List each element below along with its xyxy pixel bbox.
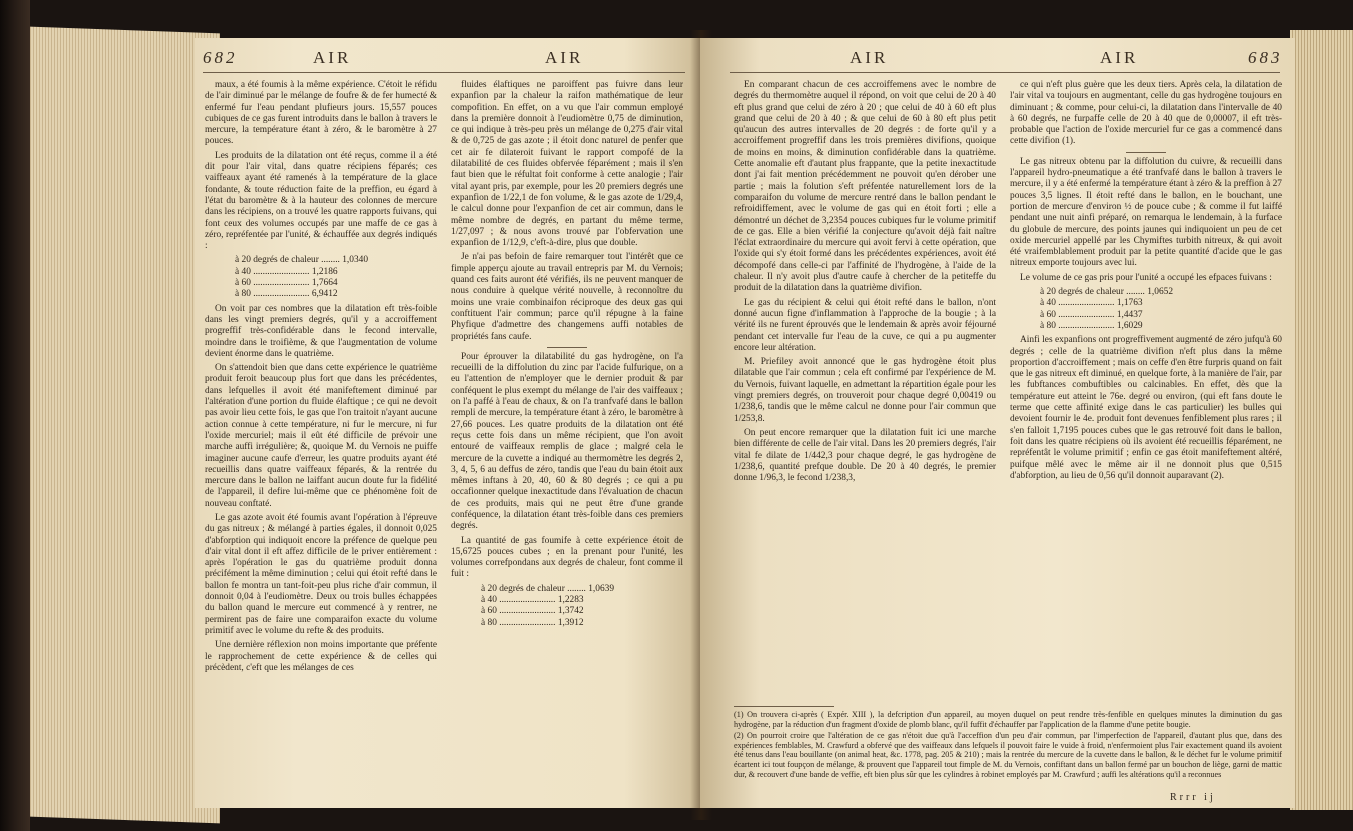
right-column-1 [734, 80, 996, 487]
left-column-1 [205, 80, 437, 677]
paragraph: Pour éprouver la dilatabilité du gas hydrogène, on l'a recueilli de la diffolution du zinc par l'acide fulfurique, on a eu l'attention de n'employer que le dernier produit & par conféquent le plus exempt du mélange de l'air des vaiffeaux ; on l'a paffé à l'eau de chaux, & on l'a tranfvafé dans le ballon rempli de mercure, la température étant à zéro, le baromètre à 27,66 pouces. Les quatre produits de la dilatation ont été reçus cette fois dans un même récipient, que l'on avoit entouré de vaiffeaux remplis de glace ; malgré cela le mercure de la cuvette a indiqué au thermomètre les degrés 2, 3, 4, 5, 6 au deffus de zéro, tandis que l'eau du bain étoit aux mêmes inftans à 20, 40, 60 & 80 degrés ; ce qui a pu occafionner quelque inexactitude dans l'évaluation de chacun de ces produits, mais qui ne peut être d'une grande conféquence, la dilatation étant très-foible dans ces premiers degrés. [451, 351, 683, 532]
table-row: à 20 degrés de chaleur ........ 1,0652 [1040, 287, 1174, 298]
paragraph: maux, a été foumis à la même expérience. C'étoit le réfidu de l'air diminué par le mélange de foufre & de fer humecté & enfermé fur l'eau pendant plufieurs jours. 15,557 pouces cubiques de ce gas furent introduits dans le ballon à travers le mercure, la température étant à zéro, & le baromètre à 27 pouces. [205, 80, 437, 147]
table-row: à 20 degrés de chaleur ........ 1,0639 [481, 583, 615, 594]
dilatation-table-azote [235, 255, 437, 300]
page-block-edges-left [30, 27, 220, 824]
right-column-2 [1010, 80, 1282, 485]
table-row: à 40 ........................ 1,1763 [1040, 298, 1143, 309]
footnotes [734, 710, 1282, 781]
dilatation-table-hydrogene [481, 584, 683, 629]
table-row: à 80 ........................ 6,9412 [235, 289, 338, 300]
paragraph: On peut encore remarquer que la dilatation fuit ici une marche bien différente de celle de l'air vital. Dans les 20 premiers degrés, l'air vital fe dilate de 1/442,3 pour chaque degré, le gas hydrogène de 1/238,6, quantité prefque double. De 20 à 40 degrés, le premier donne 1/96,3, le fecond 1/238,3, [734, 427, 996, 484]
table-row: à 60 ........................ 1,7664 [235, 278, 338, 289]
paragraph: Le gas nitreux obtenu par la diffolution du cuivre, & recueilli dans l'appareil hydro-pneumatique a été tranfvafé dans le ballon à travers le mercure, il y a été enfermé la température étant à zéro & la preffion à 27 pouces 3,5 lignes. Il étoit refté dans le ballon, en le bouchant, une portion de mercure d'environ ½ de pouce cube ; & comme il fut laiffé pendant une nuit ainfi préparé, on remarqua le lendemain, à la furface du globule de mercure, des points jaunes qui indiquoient un peu de cet oxide mercuriel appellé par les Chymiftes turbith nitreux, & qui avoit été vraifemblablement produit par la petite quantité d'acide que le gas nitreux emporte toujours avec lui. [1010, 156, 1282, 269]
left-header-right: AIR [545, 48, 584, 67]
paragraph: Le volume de ce gas pris pour l'unité a occupé les efpaces fuivans : [1020, 272, 1272, 283]
table-row: à 80 ........................ 1,6029 [1040, 320, 1143, 331]
table-row: à 60 ........................ 1,4437 [1040, 309, 1143, 320]
paragraph: En comparant chacun de ces accroiffemens avec le nombre de degrés du thermomètre auquel il répond, on voit que celui de 20 à 40 eft plus grand que celui de zéro à 20 ; que celui de 40 à 60 eft plus grand que celui de 20 à 40 ; & que celui de 60 à 80 eft plus petit qu'aucun des autres intervalles de 20 degrés : de forte qu'il y a accroiffement progreffif dans les trois premières divifions, quoique de moins en moins, & diminution confidérable dans la quatrième. Cette anomalie eft d'autant plus frappante, que la petite inexactitude dont j'ai fait mention précédemment ne pouvoit qu'en dérober une partie ; mais la folution s'eft préfentée naturellement lors de la comparaifon du volume de mercure rentré dans le ballon pendant le refroidiffement, avec le volume de gas qui en étoit forti ; elle a démontré un déchet de 3,2354 pouces cubiques fur le volume primitif de ce gas. Elle a bien vérifié la conjecture qu'avoit déjà fait naître l'éclat extraordinaire du mercure qui avoit fervi à cette opération, que l'oxide qui s'y étoit formé dans les précédentes expériences, avoit été décompofé dans celle-ci par l'affinité de l'hydrogène, à l'aide de la chaleur. Il n'y avoit plus d'autre caufe à chercher de la petiteffe du produit de la dilatation dans la quatrième divifion. [734, 80, 996, 294]
paragraph: ce qui n'eft plus guère que les deux tiers. Après cela, la dilatation de l'air vital va toujours en augmentant, celle du gas hydrogène toujours en diminuant ; & comme, pour celui-ci, la dilatation dans l'intervalle de 40 à 60 degrés, ne furpaffe celle de 20 à 40 que de 0,00007, il eft très-probable que l'action de l'oxide mercuriel fur ce gas a commencé dans cette divifion (1). [1010, 80, 1282, 147]
paragraph: On s'attendoit bien que dans cette expérience le quatrième produit feroit beaucoup plus fort que dans les précédentes, dans lefquelles il avoit été manifeftement diminué par l'altération d'une portion du fluide élaftique ; ce qui ne devoit pas avoir lieu cette fois, le gas que l'on traitoit n'ayant aucune action connue à cette température, ni fur le mercure, ni fur l'oxide mercuriel; mais il eût été difficile de prévoir une marche auffi irrégulière; &, quoique M. du Vernois ne puiffe imaginer aucune caufe d'erreur, les quatre produits ayant été recueillis dans quatre vaiffeaux féparés, & la rentrée du mercure dans le ballon ne laiffant aucun doute fur la fidélité de l'appareil, il defire lui-même que ce phénomène foit de nouveau conftaté. [205, 363, 437, 509]
header-rule [203, 72, 685, 73]
footnote-2: (2) On pourroit croire que l'altération de ce gas n'étoit due qu'à l'acceffion d'un peu d'air commun, par l'imperfection de l'appareil, d'autant plus que, dans des expériences femblables, M. Crawfurd a obfervé que des vaiffeaux dans lefquels il pouvoit faire le vuide à froid, n'enfermoient plus l'air exactement quand ils avoient été tenus dans l'eau bouillante (on animal heat, &c. 1778, pag. 205 & 210) ; mais la rentrée du mercure de la cuvette dans le ballon, & le déchet fur le volume primitif écartent ici tout foupçon de mélange, & prouvent que l'appareil tout fimple de M. du Vernois, confiftant dans un ballon fermé par un bouchon de liège, garni de mattic dur, & recouvert d'une bande de veffie, eft bien plus sûr que les cylindres à robinet employés par M. Crawfurd ; auffi les altérations qu'il a reconnues [734, 731, 1282, 779]
header-rule [730, 72, 1280, 73]
table-row: à 40 ........................ 1,2186 [235, 266, 338, 277]
dilatation-table-nitreux [1040, 287, 1282, 332]
signature-mark: Rrrr ij [1170, 792, 1216, 803]
right-page [700, 38, 1295, 808]
paragraph: Les produits de la dilatation ont été reçus, comme il a été dit pour l'air vital, dans quatre récipiens féparés; ces vaiffeaux ayant été ramenés à la température de la glace fondante, & toute réduction faite de la preffion, eu égard à l'état du baromètre & à la hauteur des colonnes de mercure dans les récipiens, on a trouvé les quatre rapports fuivans, qui font ceux des volumes occupés par une maffe de ce gas à zéro, repréfentée par l'unité, & échauffée aux degrés indiqués : [205, 150, 437, 252]
table-row: à 60 ........................ 1,3742 [481, 606, 584, 617]
paragraph: Le gas azote avoit été foumis avant l'opération à l'épreuve du gas nitreux ; & mélangé à parties égales, il donnoit 0,025 d'abforption qui indiquoit encore la préfence de quelque peu d'air vital dont il eft affez difficile de le priver entièrement : après l'opération le gas du quatrième produit donna précifément la même diminution ; celui qui étoit refté dans le ballon fe montra un tant-foit-peu plus riche d'air commun, il donnoit 0,04 à l'eudiomètre. Deux ou trois bulles échappées du ballon quand le mercure eut commencé à y rentrer, ne permirent pas de faire une comparaifon exacte du volume primitif avec le volume du refte & des produits. [205, 512, 437, 636]
paragraph: Le gas du récipient & celui qui étoit refté dans le ballon, n'ont donné aucun figne d'inflammation à l'approche de la bougie ; à la vérité ils ne furent éprouvés que le lendemain & après avoir féjourné pendant cet intervalle fur l'eau de la cuve, ce qui a pu augmenter encore leur altération. [734, 297, 996, 353]
footnote-1: (1) On trouvera ci-après ( Expér. XIII ), la defcription d'un appareil, au moyen duquel on peut rendre très-fenfible en quelques minutes la diminution du gas hydrogène, par la réduction d'un fragment d'oxide de plomb blanc, qu'il fuffit d'échauffer par l'application de la flamme d'une petite bougie. [734, 710, 1282, 729]
left-page-number: 682 [203, 48, 238, 67]
page-block-edges-right [1290, 30, 1353, 810]
right-header-left: AIR [850, 48, 889, 67]
right-header-right: AIR [1100, 48, 1139, 67]
footnote-rule [734, 706, 834, 707]
paragraph: Je n'ai pas befoin de faire remarquer tout l'intérêt que ce fimple apperçu ajoute au travail entrepris par M. du Vernois; quand ces faits auront été vérifiés, ils ne peuvent manquer de nous conduire à quelque vérité nouvelle, à reconnoître du moins une vraie combinaifon réciproque des deux gas qui conftituent l'air commun; parce qu'il répugne à la faine Phyfique d'admettre des changemens auffi notables de propriétés fans caufe. [451, 252, 683, 342]
paragraph: fluides élaftiques ne paroiffent pas fuivre dans leur expanfion par la chaleur la raifon mathématique de leur compofition. En effet, on a vu que l'air commun employé dans la première donnoit à l'eudiomètre 0,75 de diminution, ce qui indique à très-peu près un mélange de 0,275 d'air vital & de 0,725 de gas azote ; il étoit donc naturel de penfer que cet air fe dilateroit fuivant le rapport compofé de la dilatabilité de ces fluides obfervée féparément ; mais il s'en faut bien que le réfultat foit conforme à cette analogie ; l'air vital ayant pris, par exemple, pour les 20 premiers degrés une expanfion de 1/22,1 de fon volume, & le gas azote de 1/29,4, le calcul donne pour l'expanfion de cet air commun, dans le même nombre de degrés, en partant du même terme, 1/27,097 ; & nous avons trouvé par l'obfervation une expanfion de 1/12,9, c'eft-à-dire, plus que double. [451, 80, 683, 249]
paragraph: On voit par ces nombres que la dilatation eft très-foible dans les vingt premiers degrés, qu'il y a accroiffement progreffif très-confidérable dans le fecond intervalle, moindre dans le troifième, & que l'augmentation de volume devient énorme dans le quatrième. [205, 303, 437, 359]
table-row: à 80 ........................ 1,3912 [481, 617, 584, 628]
paragraph: Une dernière réflexion non moins importante que préfente le rapprochement de cette expérience & de celles qui précèdent, c'eft que les mélanges de ces [205, 640, 437, 673]
book-cover-edge [0, 0, 30, 831]
left-column-2 [451, 80, 683, 632]
section-separator [547, 347, 587, 348]
table-row: à 20 degrés de chaleur ........ 1,0340 [235, 255, 369, 266]
paragraph: Ainfi les expanfions ont progreffivement augmenté de zéro jufqu'à 60 degrés ; celle de la quatrième divifion n'eft plus dans la même proportion d'accroiffement ; mais on ceffe d'en être furpris quand on fait que le gas nitreux eft diminué, en quelque forte, à la manière de l'air, par les fubftances combuftibles ou calcinables. En effet, dès que la température eut atteint le 76e. degré ou environ, (qui eft fans doute le terme que cette affinité exige dans le cas particulier) les bulles qui devoient fournir le 4e. produit font devenues fenfiblement plus rares ; il s'en falloit 1,7195 pouces cubes que le gas retrouvé foit dans le ballon, foit dans les quatre récipiens où ils avoient été recueillis féparément, ne repréfentât le volume primitif ; enfin ce gas étoit manifeftement altéré, puifque mêlé avec le même air il ne donnoit plus que 0,515 d'abforption, au lieu de 0,56 qu'il donnoit auparavant (2). [1010, 335, 1282, 481]
table-row: à 40 ........................ 1,2283 [481, 595, 584, 606]
section-separator [1126, 152, 1166, 153]
left-header-left: AIR [313, 48, 352, 67]
paragraph: M. Priefiley avoit annoncé que le gas hydrogène étoit plus dilatable que l'air commun ; cela eft confirmé par l'expérience de M. du Vernois, fuivant laquelle, en admettant la répartition égale pour les vingt premiers degrés, on trouveroit pour chaque degré 0,00419 ou 1/238,6, tandis que le même calcul ne donne pour l'air commun que 1/253,8. [734, 357, 996, 424]
right-page-number: 683 [1248, 48, 1283, 67]
paragraph: La quantité de gas foumife à cette expérience étoit de 15,6725 pouces cubes ; en la prenant pour l'unité, les volumes correfpondans aux degrés de chaleur, font comme il fuit : [451, 535, 683, 580]
left-page [195, 38, 700, 808]
